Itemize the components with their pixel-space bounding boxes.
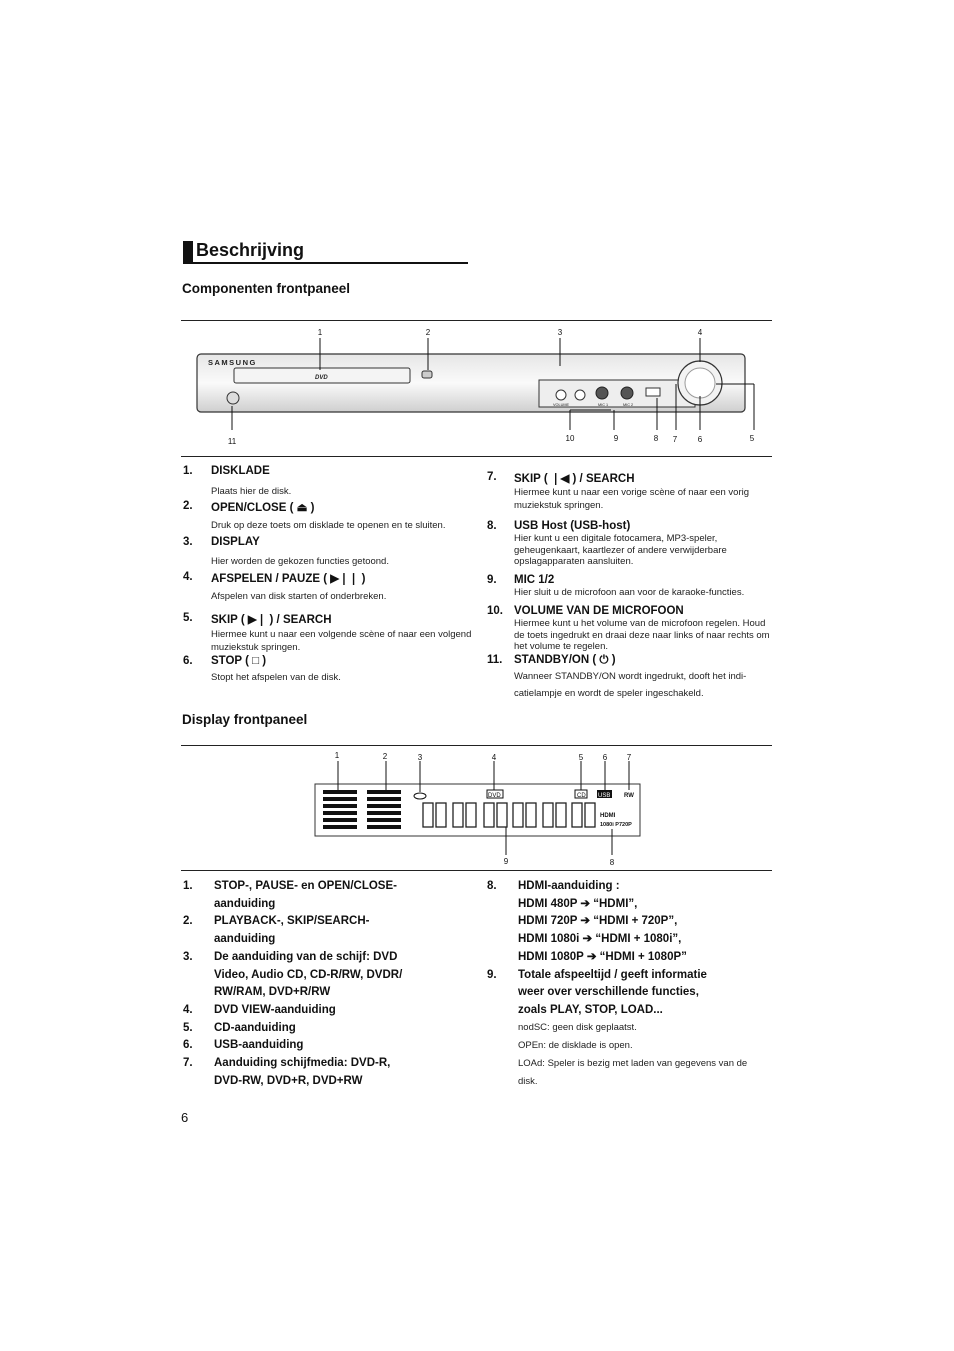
display-list-right: 8. HDMI-aanduiding : HDMI 480P ➔ “HDMI”, HDMI 720P ➔ “HDMI + 720P”, HDMI 1080i ➔ “HDMI + 1080i”, HDMI 1080P ➔ “HDMI + 1080P” 9. Totale afspeeltijd / geeft informatie weer over verschillende functies, zoals PLAY, STOP, LOAD... [487,880,707,1016]
callout-4: 4 [697,328,703,337]
note-nodsc: nodSC: geen disk geplaatst. [518,1022,637,1033]
mic2-jack [621,387,633,399]
note-load: LOAd: Speler is bezig met laden van gegevens van de [518,1058,748,1069]
front-panel-rule-top [181,320,772,321]
standby-button [227,392,239,404]
dvd-indicator: DVD [488,793,501,799]
hdmi-indicator: HDMI [600,813,616,819]
front-panel-heading: Componenten frontpaneel [182,281,350,296]
callout-2: 2 [425,328,431,337]
display-callout-9: 9 [503,857,509,866]
callout-3: 3 [557,328,563,337]
page-title: Beschrijving [196,240,305,260]
display-callout-3: 3 [417,753,423,762]
jog-dial-inner [685,368,715,398]
title-marker [183,241,193,264]
mic1-jack [596,387,608,399]
rw-indicator: RW [624,793,634,799]
usb-port [646,388,660,396]
display-panel-rule-bottom [181,870,772,871]
hdmi-modes-indicator: 1080i P720P [600,822,632,828]
page-number: 6 [181,1110,189,1125]
display-callout-2: 2 [382,752,388,761]
callout-6: 6 [697,435,703,444]
display-list-left: 1. STOP-, PAUSE- en OPEN/CLOSE- aanduiding 2. PLAYBACK-, SKIP/SEARCH- aanduiding 3. De aanduiding van de schijf: DVD Video, Audio CD, CD-R/RW, DVDR/ RW/RAM, DVD+R/RW 4. DVD VIEW-aanduiding 5. CD-aanduiding 6. USB-aanduiding 7. Aanduiding schijfmedia: DVD-R, DVD-RW, DVD+R, DVD+RW [183,880,403,1087]
open-close-button [422,371,432,378]
callout-8: 8 [653,434,659,443]
display-callout-8: 8 [609,858,615,867]
callout-5: 5 [749,434,755,443]
callout-1: 1 [317,328,323,337]
display-callout-4: 4 [491,753,497,762]
display-panel-heading: Display frontpaneel [182,712,308,727]
display-callout-7: 7 [626,753,632,762]
callout-11: 11 [227,437,237,446]
cd-indicator: CD [577,793,586,799]
display-callout-6: 6 [602,753,608,762]
title-underline [183,262,468,264]
jack-label-volume: VOLUME [553,403,570,407]
usb-indicator: USB [598,793,611,799]
volume-knob [556,390,566,400]
volume-knob-2 [575,390,585,400]
display-callout-5: 5 [578,753,584,762]
callout-9: 9 [613,434,619,443]
front-panel-rule-bottom [181,456,772,457]
display-panel-illustration [181,747,772,868]
callout-10: 10 [565,434,575,443]
callout-7: 7 [672,435,678,444]
dvd-logo: DVD [315,375,328,381]
front-panel-illustration [181,322,772,454]
jack-label-mic1: MIC 1 [598,403,609,407]
note-load-cont: disk. [518,1076,538,1087]
lcd-frame [315,784,640,836]
note-open: OPEn: de disklade is open. [518,1040,633,1051]
jack-label-mic2: MIC 2 [623,403,634,407]
brand-logo: SAMSUNG [208,358,257,367]
display-panel-rule-top [181,745,772,746]
display-callout-1: 1 [334,751,340,760]
